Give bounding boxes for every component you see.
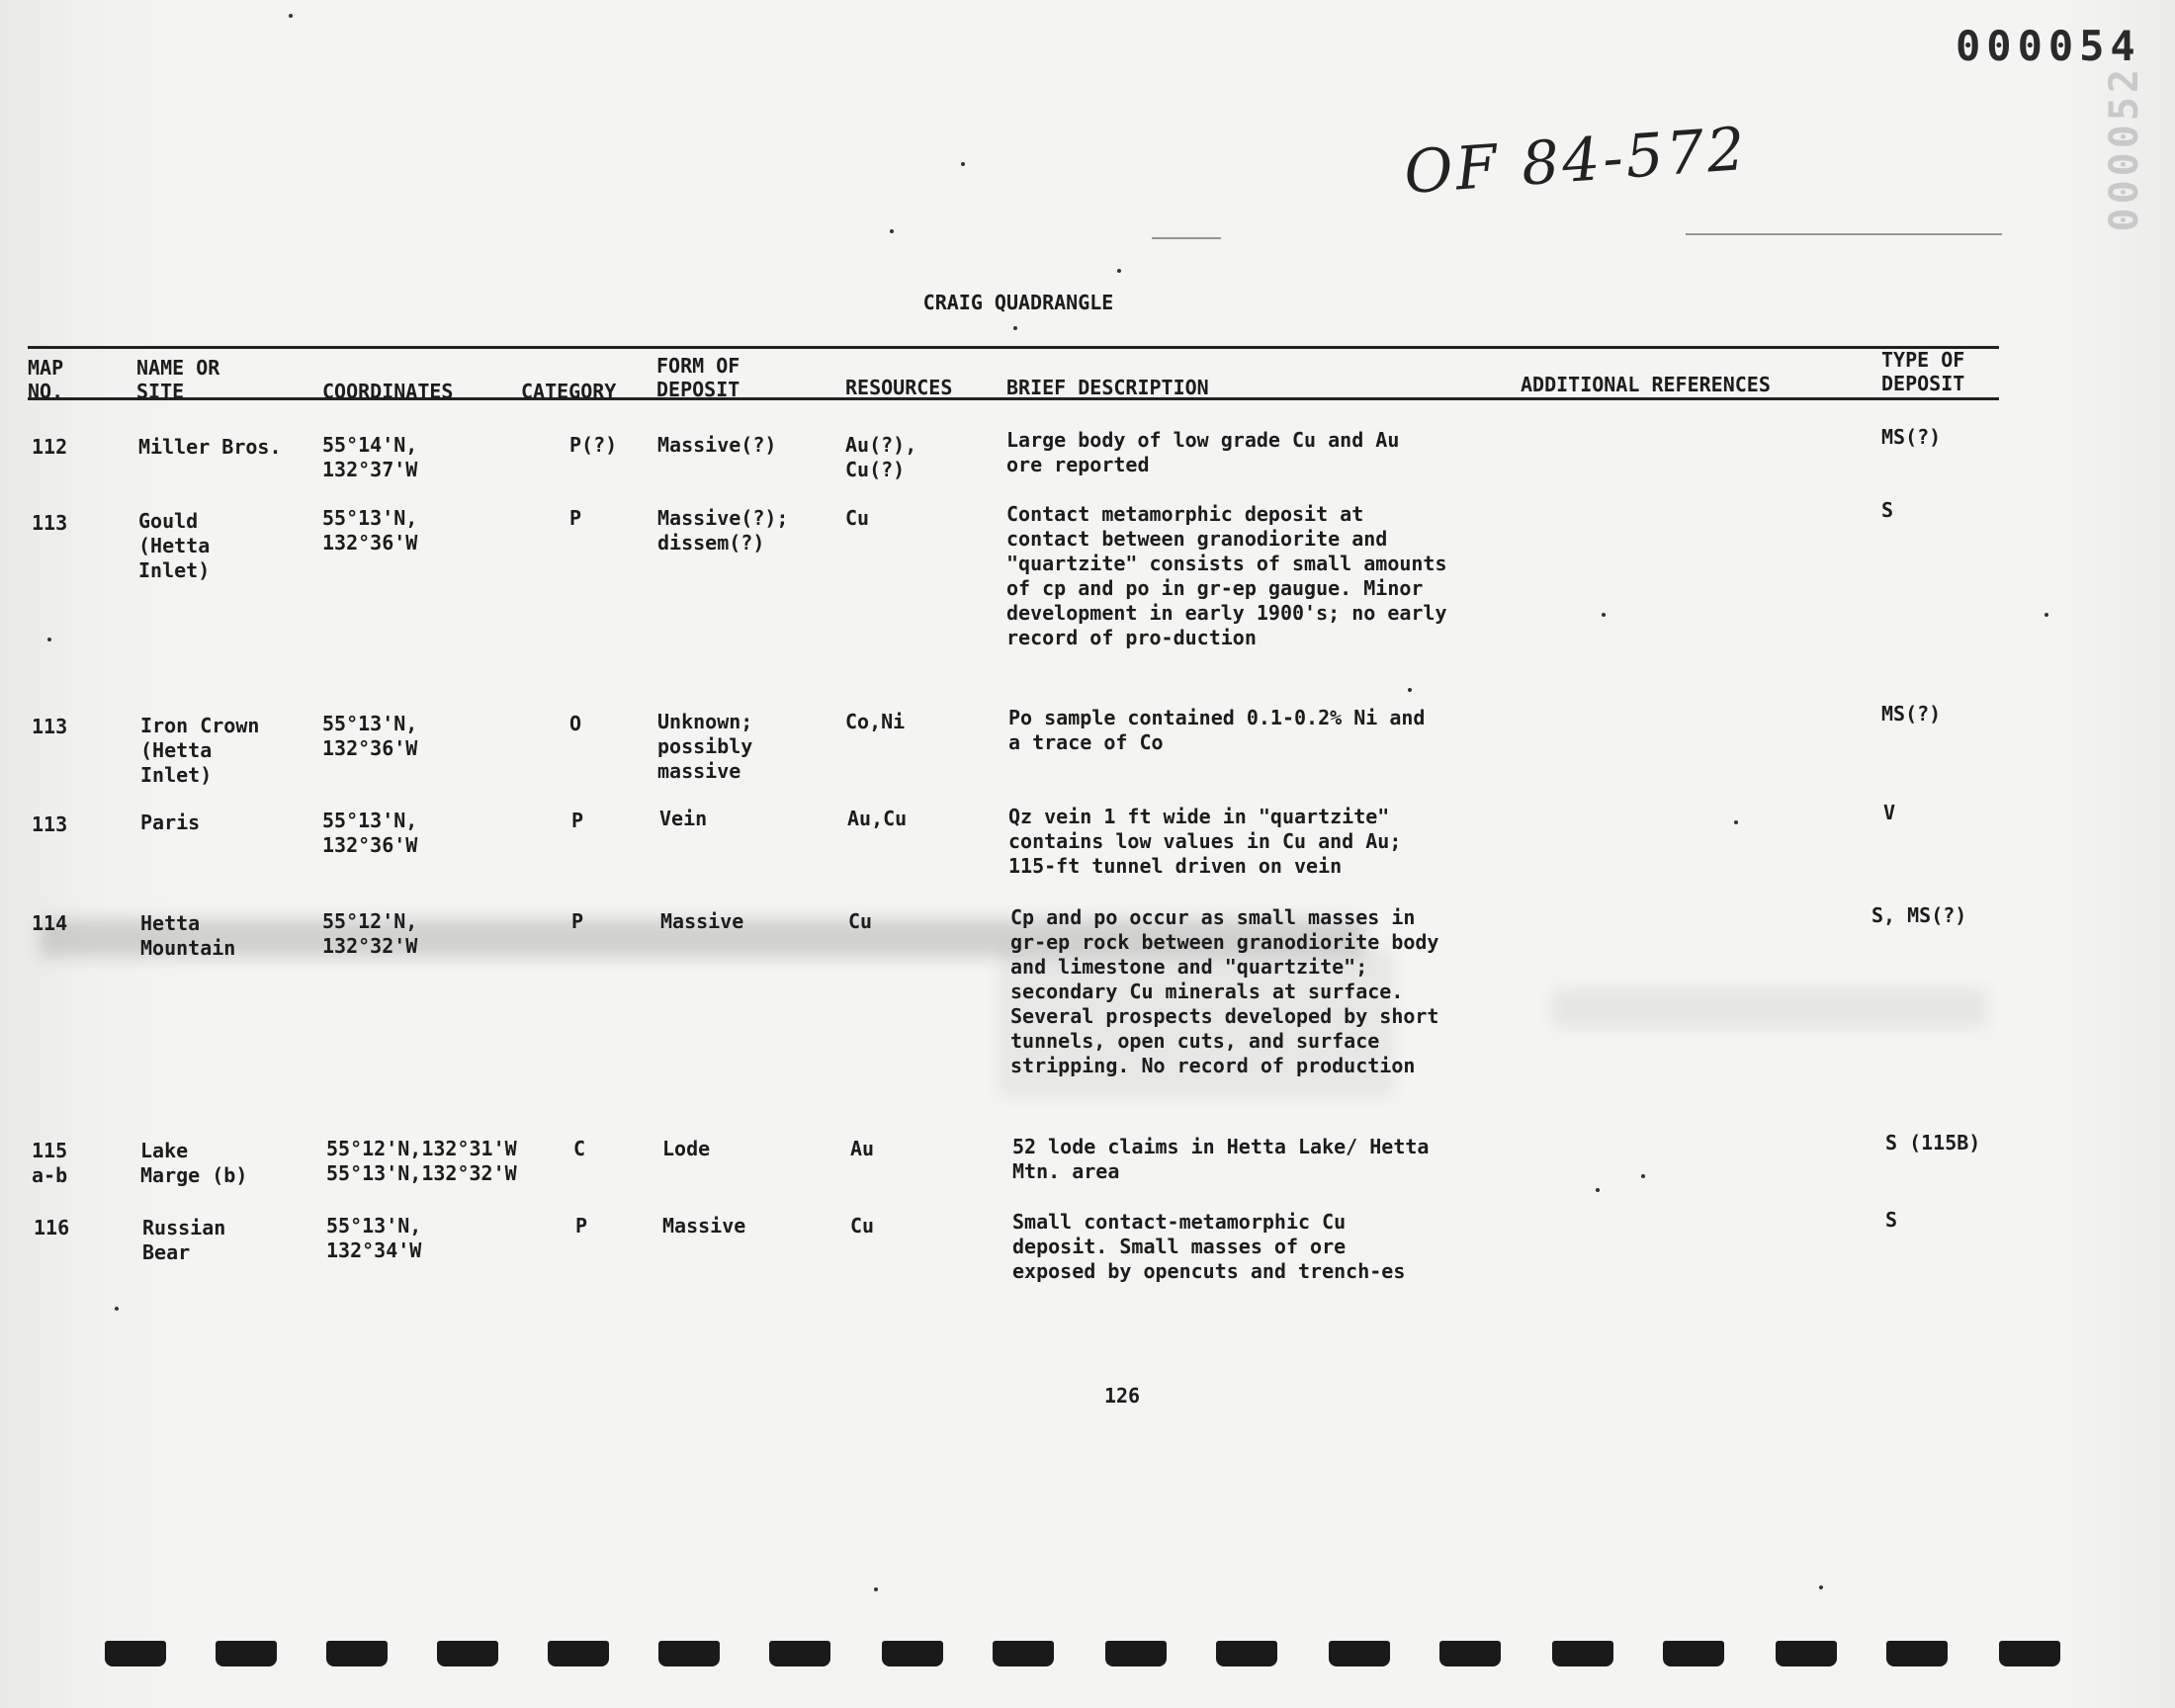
scan-speck	[1596, 1188, 1600, 1192]
cell-description: Contact metamorphic deposit at contact between granodiorite and "quartzite" consists of small amounts of cp and po in gr-ep gaugue. Minor development in early 1900's; no early record of pro-duction	[1006, 502, 1447, 649]
cell-type: MS(?)	[1881, 425, 1942, 449]
cell-map-no: 114	[32, 911, 68, 935]
cell-category: C	[573, 1137, 586, 1160]
binder-tab	[326, 1641, 388, 1666]
header-form-of-deposit: FORM OF DEPOSIT	[656, 354, 740, 401]
cell-map-no: 112	[32, 435, 68, 459]
cell-resources: Au(?), Cu(?)	[845, 433, 917, 481]
binder-tab	[658, 1641, 720, 1666]
scan-speck	[1641, 1174, 1645, 1178]
binder-tab	[1329, 1641, 1390, 1666]
cell-form: Massive	[662, 1214, 746, 1238]
cell-map-no: 116	[34, 1216, 70, 1239]
cell-category: P	[571, 909, 584, 933]
cell-type: V	[1883, 801, 1896, 824]
cell-form: Vein	[659, 807, 708, 830]
cell-description: Large body of low grade Cu and Au ore reported	[1006, 428, 1400, 476]
cell-category: P	[569, 506, 582, 530]
cell-description: Qz vein 1 ft wide in "quartzite" contains low values in Cu and Au; 115-ft tunnel driven on vein	[1008, 805, 1402, 878]
cell-resources: Au	[850, 1137, 875, 1160]
cell-resources: Co,Ni	[845, 710, 906, 733]
cell-category: P	[575, 1214, 588, 1238]
cell-coordinates: 55°13'N, 132°36'W	[322, 506, 418, 555]
cell-name: Miller Bros.	[138, 435, 282, 459]
binder-tab	[1439, 1641, 1501, 1666]
header-map-no: MAP NO.	[28, 356, 64, 403]
cell-map-no: 113	[32, 812, 68, 836]
header-additional-references: ADDITIONAL REFERENCES	[1521, 373, 1771, 396]
scan-speck	[1602, 613, 1606, 617]
header-name-or-site: NAME OR SITE	[136, 356, 220, 403]
header-brief-description: BRIEF DESCRIPTION	[1006, 376, 1209, 399]
binder-tab	[105, 1641, 166, 1666]
cell-resources: Cu	[848, 909, 873, 933]
cell-description: Cp and po occur as small masses in gr-ep rock between granodiorite body and limestone and "quartzite"; secondary Cu minerals at surface. Several prospects developed by short tunnels, open cuts, and surface stripping. No record of production	[1010, 905, 1439, 1077]
faint-dash-right	[1686, 233, 2002, 235]
cell-form: Unknown; possibly massive	[657, 710, 753, 783]
cell-coordinates: 55°12'N,132°31'W 55°13'N,132°32'W	[326, 1137, 517, 1185]
cell-description: 52 lode claims in Hetta Lake/ Hetta Mtn. area	[1012, 1135, 1430, 1183]
page-stamp-number: 000054	[1956, 22, 2141, 70]
scan-smudge	[1552, 988, 1987, 1028]
binder-tab	[216, 1641, 277, 1666]
binder-tab	[993, 1641, 1054, 1666]
cell-map-no: 115 a-b	[32, 1139, 68, 1187]
binder-tab	[1552, 1641, 1613, 1666]
cell-name: Iron Crown (Hetta Inlet)	[140, 714, 260, 787]
cell-coordinates: 55°12'N, 132°32'W	[322, 909, 418, 958]
cell-description: Po sample contained 0.1-0.2% Ni and a trace of Co	[1008, 706, 1426, 754]
scan-speck	[1819, 1585, 1823, 1589]
scan-speck	[1117, 269, 1121, 273]
binder-tab	[548, 1641, 609, 1666]
cell-coordinates: 55°13'N, 132°36'W	[322, 809, 418, 857]
cell-type: S	[1885, 1208, 1898, 1232]
scan-speck	[1408, 688, 1412, 692]
page-title: CRAIG QUADRANGLE	[922, 291, 1114, 314]
binder-tab	[1663, 1641, 1724, 1666]
header-category: CATEGORY	[521, 380, 617, 403]
cell-name: Lake Marge (b)	[140, 1139, 248, 1187]
header-resources: RESOURCES	[845, 376, 953, 399]
cell-name: Russian Bear	[142, 1216, 226, 1264]
cell-description: Small contact-metamorphic Cu deposit. Small masses of ore exposed by opencuts and trench-es	[1012, 1210, 1406, 1283]
cell-form: Lode	[662, 1137, 711, 1160]
handwritten-reference: OF 84-572	[1401, 114, 1751, 209]
header-coordinates: COORDINATES	[322, 380, 454, 403]
cell-type: MS(?)	[1881, 702, 1942, 726]
cell-type: S (115B)	[1885, 1131, 1981, 1154]
faint-dash-left	[1152, 237, 1221, 239]
cell-resources: Cu	[850, 1214, 875, 1238]
cell-category: P	[571, 809, 584, 832]
cell-name: Gould (Hetta Inlet)	[138, 509, 211, 582]
page-number: 126	[1103, 1384, 1141, 1408]
cell-form: Massive	[660, 909, 744, 933]
binder-tab	[1776, 1641, 1837, 1666]
cell-coordinates: 55°14'N, 132°37'W	[322, 433, 418, 481]
cell-type: S	[1881, 498, 1894, 522]
scan-speck	[890, 229, 894, 233]
cell-resources: Au,Cu	[847, 807, 908, 830]
binder-tab	[769, 1641, 830, 1666]
scan-speck	[961, 162, 965, 166]
header-top-rule	[28, 346, 1999, 349]
faint-stamp-number: 000052	[2102, 65, 2147, 232]
scan-speck	[874, 1587, 878, 1591]
cell-coordinates: 55°13'N, 132°36'W	[322, 712, 418, 760]
scan-speck	[2044, 613, 2048, 617]
cell-form: Massive(?); dissem(?)	[657, 506, 789, 555]
scan-speck	[47, 638, 51, 641]
cell-coordinates: 55°13'N, 132°34'W	[326, 1214, 422, 1262]
header-type-of-deposit: TYPE OF DEPOSIT	[1881, 348, 1965, 395]
scan-speck	[115, 1307, 119, 1311]
binder-tab	[882, 1641, 943, 1666]
binder-tab	[1216, 1641, 1277, 1666]
cell-map-no: 113	[32, 715, 68, 738]
binder-tab	[1105, 1641, 1167, 1666]
scan-speck	[1013, 326, 1017, 330]
binder-tab	[1999, 1641, 2060, 1666]
binder-tab	[1886, 1641, 1948, 1666]
binder-tab	[437, 1641, 498, 1666]
cell-category: P(?)	[569, 433, 618, 457]
cell-map-no: 113	[32, 511, 68, 535]
cell-category: O	[569, 712, 582, 735]
cell-name: Paris	[140, 811, 201, 834]
cell-name: Hetta Mountain	[140, 911, 236, 960]
scan-speck	[1734, 820, 1738, 824]
cell-type: S, MS(?)	[1871, 903, 1967, 927]
scan-speck	[289, 14, 293, 18]
cell-resources: Cu	[845, 506, 870, 530]
cell-form: Massive(?)	[657, 433, 777, 457]
